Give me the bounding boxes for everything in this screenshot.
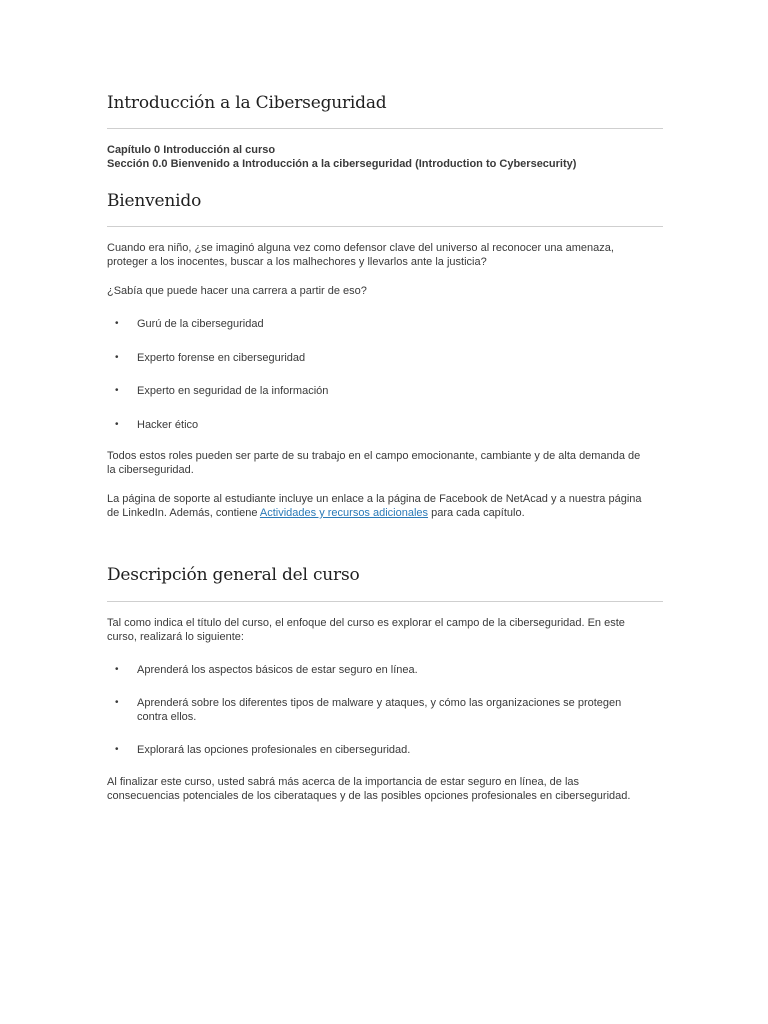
role-label: Experto forense en ciberseguridad — [137, 352, 306, 364]
roles-summary-line1: Todos estos roles pueden ser parte de su trabajo en el campo emocionante, cambiante y de alta demanda de — [107, 450, 641, 462]
list-item-continuation — [107, 710, 663, 724]
list-item — [107, 696, 663, 710]
role-label: Experto en seguridad de la información — [137, 385, 329, 397]
closing-line1: Al finalizar este curso, usted sabrá más acerca de la importancia de estar seguro en línea, de las — [107, 776, 580, 788]
bullet-icon: • — [115, 697, 119, 708]
overview-intro-line1: Tal como indica el título del curso, el enfoque del curso es explorar el campo de la ciberseguridad. En este — [107, 617, 625, 629]
list-item — [107, 384, 663, 398]
role-label: Gurú de la ciberseguridad — [137, 318, 264, 330]
role-label: Hacker ético — [137, 419, 199, 431]
welcome-intro-line1: Cuando era niño, ¿se imaginó alguna vez como defensor clave del universo al reconocer una amenaza, — [107, 242, 614, 254]
list-item — [107, 743, 663, 757]
list-item — [107, 663, 663, 677]
bullet-icon: • — [115, 352, 119, 363]
roles-summary-line2: la ciberseguridad. — [107, 464, 194, 476]
welcome-heading: Bienvenido — [107, 191, 202, 211]
list-item — [107, 418, 663, 432]
welcome-intro-line2: proteger a los inocentes, buscar a los malhechores y llevarlos ante la justicia? — [107, 256, 487, 268]
support-line2-pre: de LinkedIn. Además, contiene — [107, 507, 260, 519]
overview-divider — [107, 601, 663, 602]
support-line2-post: para cada capítulo. — [428, 507, 525, 519]
bullet-icon: • — [115, 385, 119, 396]
list-item — [107, 351, 663, 365]
chapter-label: Capítulo 0 Introducción al curso — [107, 144, 276, 156]
career-question: ¿Sabía que puede hacer una carrera a partir de eso? — [107, 285, 367, 297]
bullet-icon: • — [115, 419, 119, 430]
support-line1: La página de soporte al estudiante incluye un enlace a la página de Facebook de NetAcad y a nuestra página — [107, 493, 642, 505]
page-title: Introducción a la Ciberseguridad — [107, 93, 387, 113]
closing-line2: consecuencias potenciales de los ciberataques y de las posibles opciones profesionales en ciberseguridad. — [107, 790, 631, 802]
support-line2 — [107, 506, 525, 520]
section-label: Sección 0.0 Bienvenido a Introducción a la ciberseguridad (Introduction to Cybersecurity) — [107, 158, 577, 170]
objective-label: Aprenderá sobre los diferentes tipos de malware y ataques, y cómo las organizaciones se protegen — [137, 697, 622, 709]
resources-link[interactable]: Actividades y recursos adicionales — [259, 507, 429, 519]
overview-intro-line2: curso, realizará lo siguiente: — [107, 631, 244, 643]
objective-label-continued: contra ellos. — [137, 711, 197, 723]
welcome-divider — [107, 226, 663, 227]
bullet-icon: • — [115, 744, 119, 755]
objective-label: Explorará las opciones profesionales en ciberseguridad. — [137, 744, 411, 756]
bullet-icon: • — [115, 664, 119, 675]
title-divider — [107, 128, 663, 129]
bullet-icon: • — [115, 318, 119, 329]
objective-label: Aprenderá los aspectos básicos de estar seguro en línea. — [137, 664, 418, 676]
list-item — [107, 317, 663, 331]
overview-heading: Descripción general del curso — [107, 565, 360, 585]
